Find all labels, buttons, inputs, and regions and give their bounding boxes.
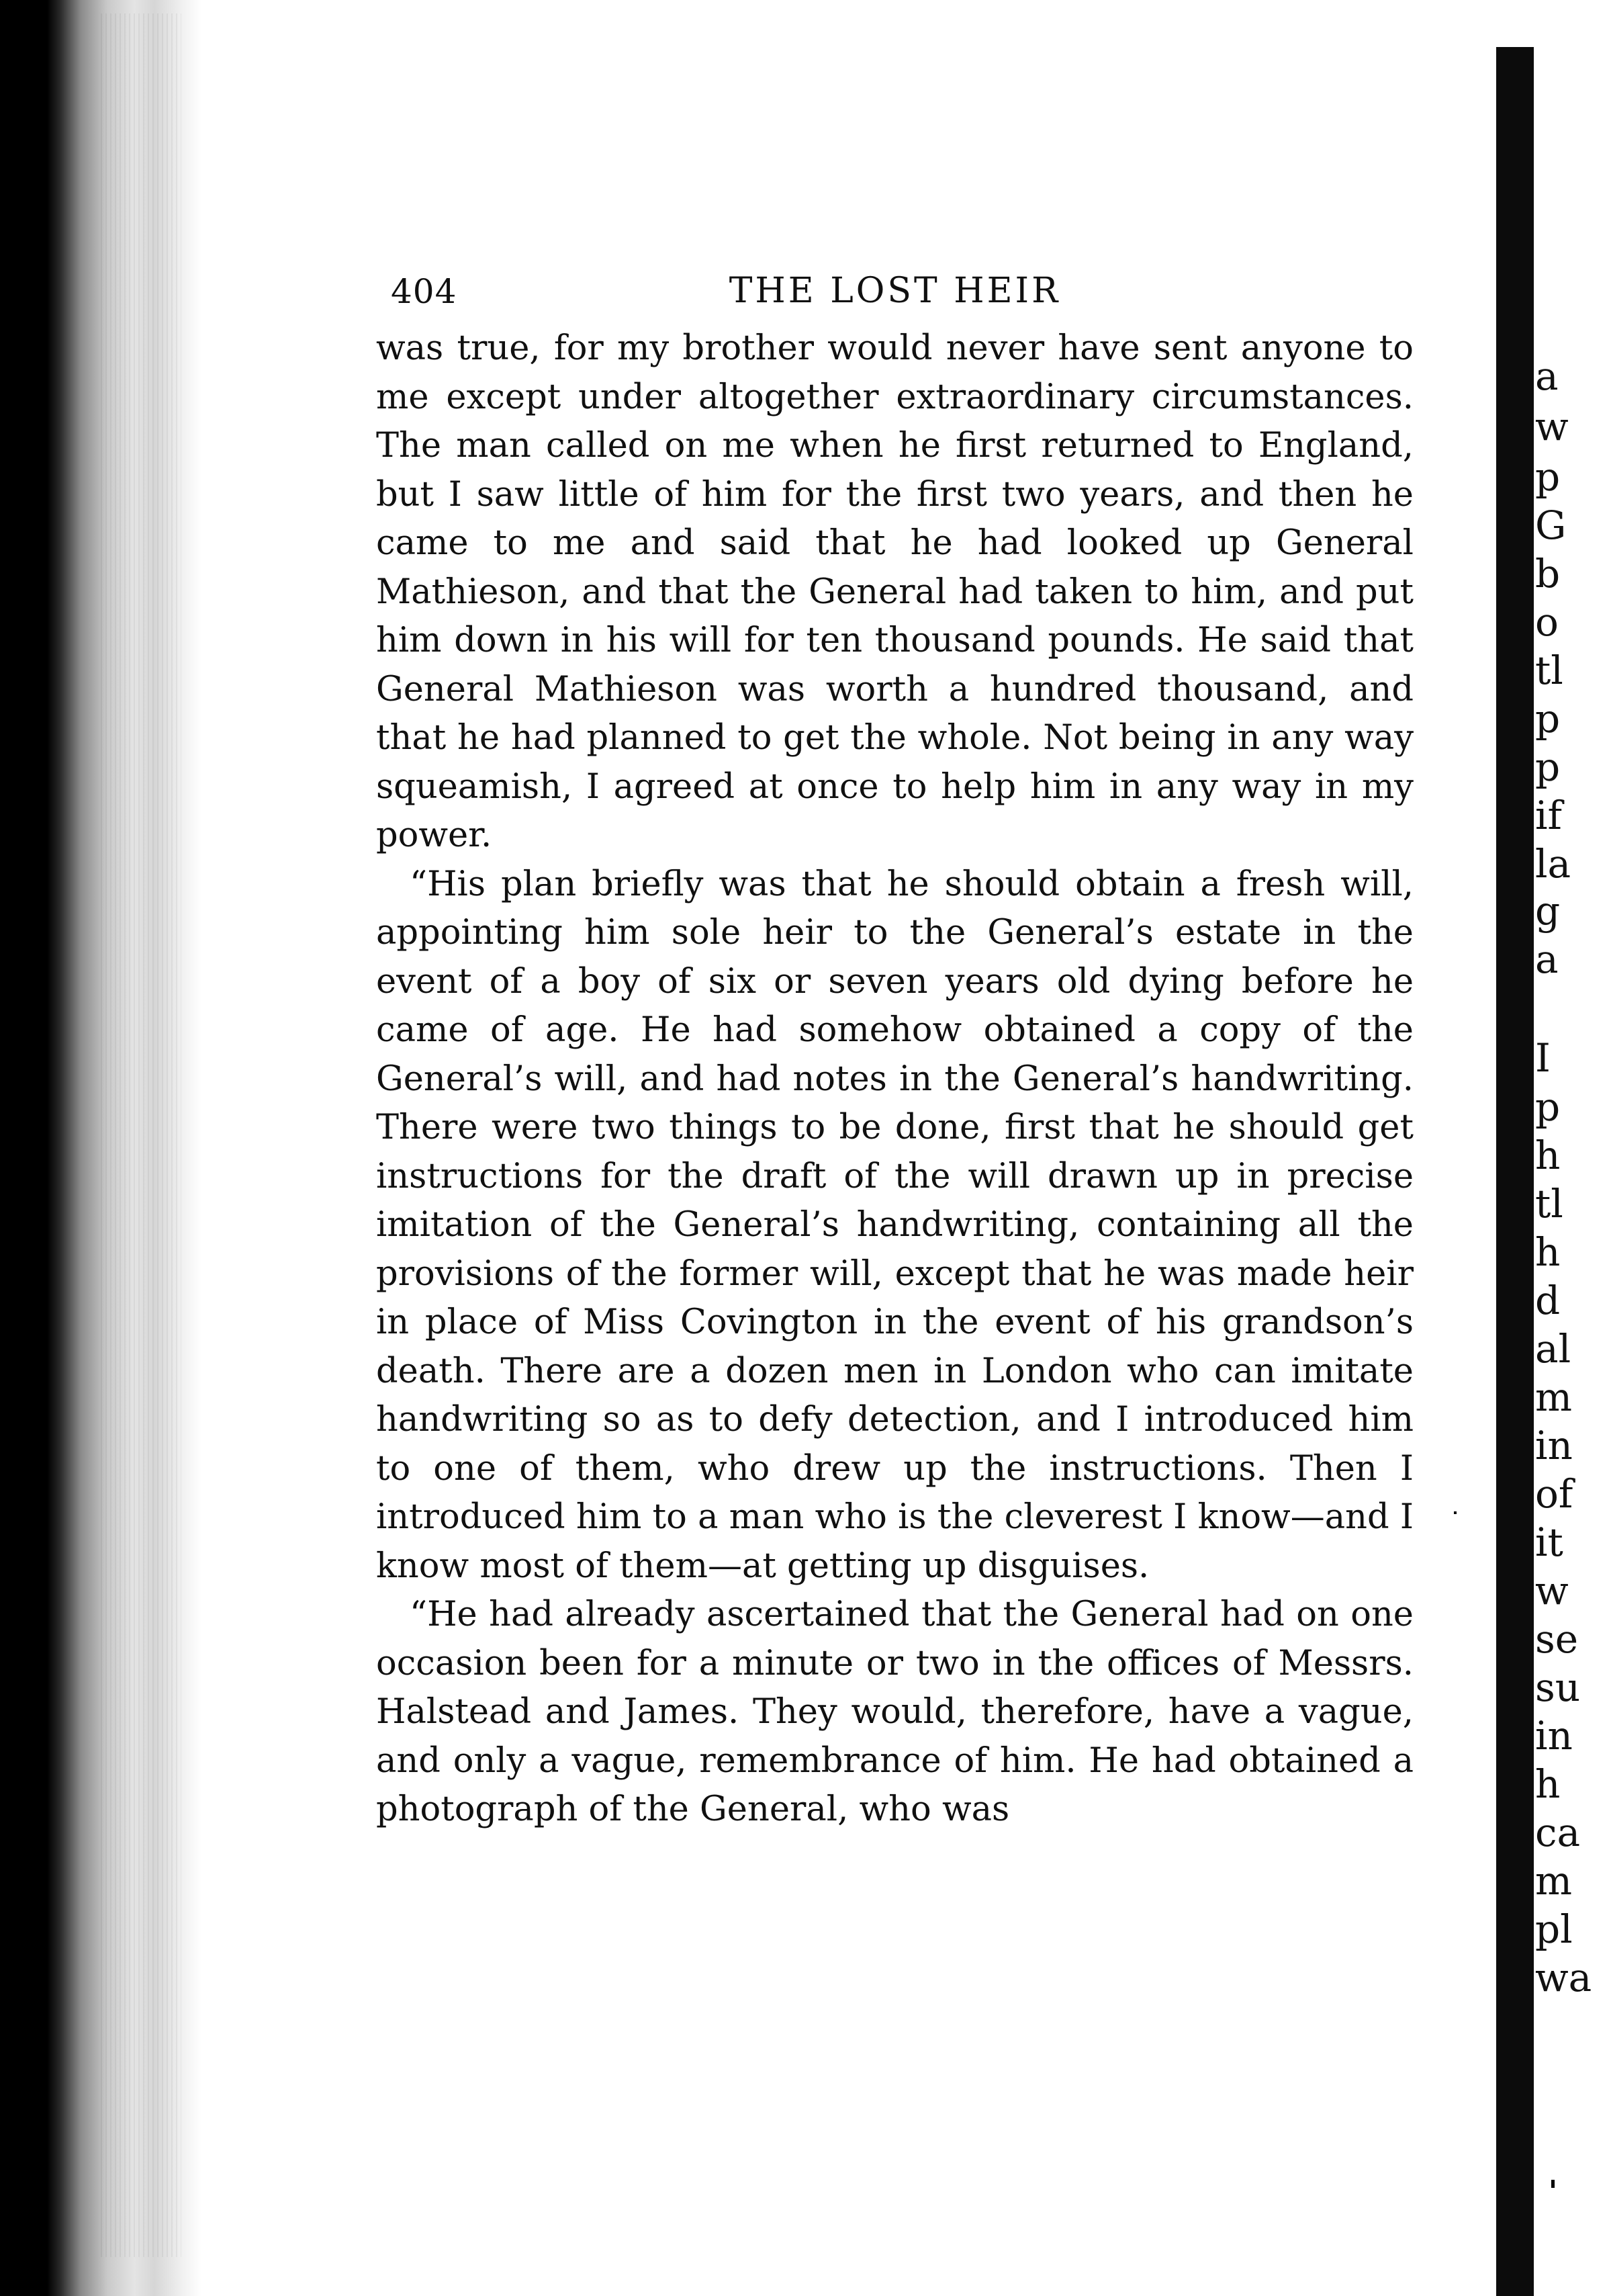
facing-page-line: of	[1535, 1471, 1573, 1517]
facing-page-line: b	[1535, 551, 1561, 597]
paragraph: “He had already ascertained that the General had on one occasion been for a minute or two in the offices of Messrs. Halstead and James. They would, therefore, have a vague, and only a vague, remembrance of him. He had obtained a photograph of the General, who was	[376, 1595, 1414, 1829]
facing-page-line: tl	[1535, 1181, 1563, 1227]
facing-page-line: w	[1535, 404, 1569, 449]
facing-page-line: G	[1535, 502, 1567, 548]
facing-page-line: h	[1535, 1761, 1561, 1807]
facing-page-line: h	[1535, 1229, 1561, 1275]
facing-page-line: it	[1535, 1519, 1563, 1565]
facing-page-fragment	[1534, 0, 1609, 2296]
facing-page-line: a	[1535, 353, 1559, 399]
facing-page-line: d	[1535, 1278, 1561, 1323]
right-gutter-shadow	[1496, 47, 1534, 2296]
facing-page-line: p	[1535, 744, 1561, 790]
facing-page-line: w	[1535, 1568, 1569, 1614]
paragraph: “His plan briefly was that he should obtain a fresh will, appointing him sole heir to the General’s estate in the event of a boy of six or seven years old dying before he came of age. He had somehow obtained a copy of the General’s will, and had notes in the General’s handwriting. There were two things to be done, first that he should get instructions for the draft of the will drawn up in precise imitation of the General’s handwriting, containing all the provisions of the former will, except that he was made heir in place of Miss Covington in the event of his grandson’s death. There are a dozen men in London who can imitate handwriting so as to defy detection, and I introduced him to one of them, who drew up the instructions. Then I introduced him to a man who is the cleverest I know—and I know most of them—at getting up disguises.	[376, 864, 1414, 1586]
facing-page-line: p	[1535, 1084, 1561, 1130]
facing-page-line: m	[1535, 1374, 1572, 1420]
paragraph-continuation: was true, for my brother would never have sent anyone to me except under altogether extraordinary circumstances. The man called on me when he first returned to England, but I saw little of him for the first two years, and then he came to me and said that he had looked up General Mathieson, and that the General had taken to him, and put him down in his will for ten thousand pounds. He said that General Mathieson was worth a hundred thousand, and that he had planned to get the whole. Not being in any way squeamish, I agreed at once to help him in any way in my power.	[376, 328, 1414, 855]
running-title: THE LOST HEIR	[729, 271, 1061, 311]
facing-page-line: al	[1535, 1326, 1571, 1372]
scan-speck	[1551, 2180, 1555, 2188]
page-edge-texture	[101, 13, 181, 2257]
facing-page-lines	[1534, 0, 1609, 2296]
facing-page-line: wa	[1535, 1955, 1592, 2000]
facing-page-line: o	[1535, 599, 1559, 645]
facing-page-line: g	[1535, 888, 1561, 934]
book-spine-edge	[0, 0, 201, 2296]
scan-speck	[1454, 1511, 1457, 1514]
facing-page-line: I	[1535, 1035, 1551, 1081]
running-head	[376, 265, 1414, 326]
printed-page	[376, 265, 1414, 2032]
facing-page-line: h	[1535, 1133, 1561, 1178]
facing-page-line: p	[1535, 454, 1561, 500]
facing-page-line: ca	[1535, 1810, 1581, 1855]
facing-page-line: tl	[1535, 648, 1563, 693]
facing-page-line: in	[1535, 1713, 1573, 1759]
facing-page-line: if	[1535, 793, 1563, 838]
facing-page-line: in	[1535, 1423, 1573, 1468]
facing-page-line: se	[1535, 1616, 1579, 1662]
body-text	[376, 324, 1414, 1835]
facing-page-line: a	[1535, 936, 1559, 982]
facing-page-line: p	[1535, 696, 1561, 742]
facing-page-line: m	[1535, 1858, 1572, 1904]
page-number: 404	[391, 272, 457, 311]
facing-page-line: la	[1535, 841, 1571, 887]
facing-page-line: pl	[1535, 1906, 1573, 1952]
facing-page-line: su	[1535, 1665, 1581, 1710]
